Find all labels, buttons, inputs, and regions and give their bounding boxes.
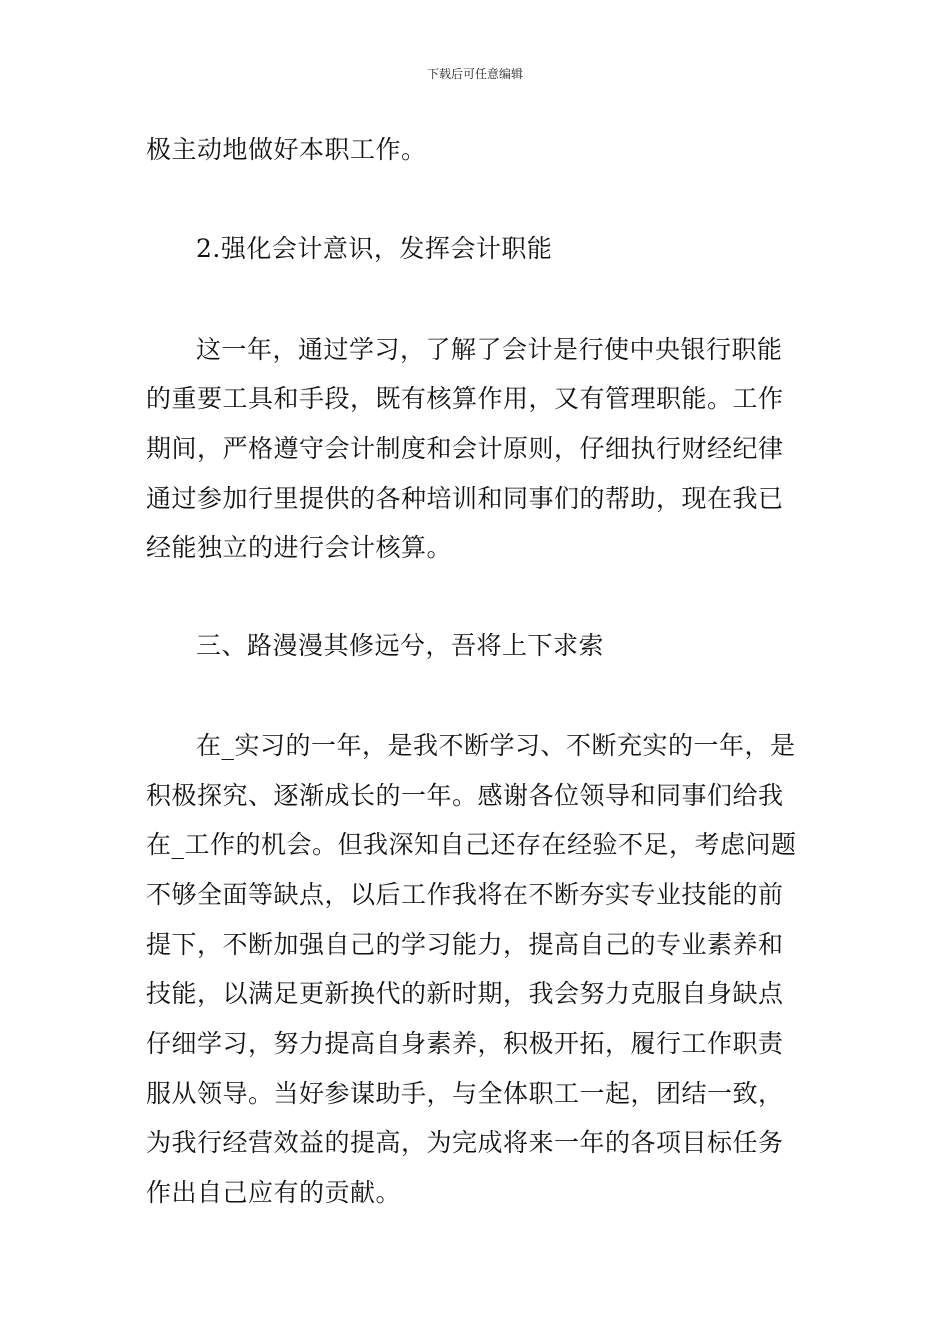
text-line: 不够全面等缺点，以后工作我将在不断夯实专业技能的前 [146,880,784,909]
text-line: 这一年，通过学习，了解了会计是行使中央银行职能 [196,335,783,364]
text-line: 作出自己应有的贡献。 [146,1178,402,1207]
text-line: 极主动地做好本职工作。 [146,135,427,164]
text-line: 仔细学习，努力提高自身素养，积极开拓，履行工作职责 [146,1029,784,1058]
text-line: 为我行经营效益的提高，为完成将来一年的各项目标任务 [146,1128,784,1157]
text-line: 在_工作的机会。但我深知自己还存在经验不足，考虑问题 [146,830,797,859]
page-header: 下载后可任意编辑 [426,67,523,81]
text-line: 积极探究、逐渐成长的一年。感谢各位领导和同事们给我 [146,781,784,810]
text-line: 服从领导。当好参谋助手，与全体职工一起，团结一致， [146,1079,784,1108]
section-heading: 2.强化会计意识，发挥会计职能 [196,234,553,263]
text-line: 经能独立的进行会计核算。 [146,533,453,562]
section-heading: 三、路漫漫其修远兮，吾将上下求索 [196,631,605,660]
text-line: 通过参加行里提供的各种培训和同事们的帮助，现在我已 [146,484,784,513]
text-line: 期间，严格遵守会计制度和会计原则，仔细执行财经纪律 [146,434,784,463]
text-line: 的重要工具和手段，既有核算作用，又有管理职能。工作 [146,384,784,413]
text-line: 在_实习的一年，是我不断学习、不断充实的一年，是 [196,731,796,760]
text-line: 提下，不断加强自己的学习能力，提高自己的专业素养和 [146,930,784,959]
text-line: 技能，以满足更新换代的新时期，我会努力克服自身缺点 [146,979,784,1008]
